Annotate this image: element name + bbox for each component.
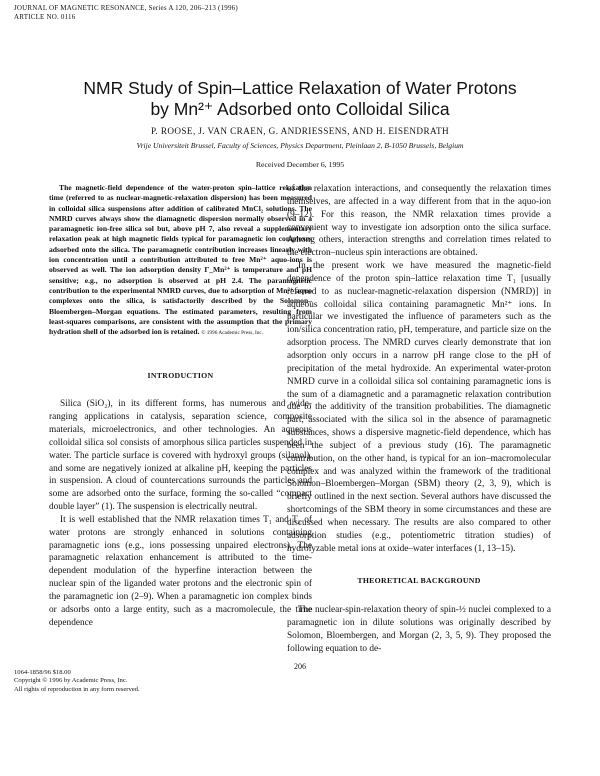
abstract-text: The magnetic-field dependence of the water-proton spin–lattice relaxation time (referred to as nuclear-magnetic-relaxation dispersion) has been measured in colloidal silica suspensions after addition of calibrated MnCl₂ solutions. The NMRD curves always show the diamagnetic dispersion normally observed in a paramagnetic ion-free silica sol but, above pH 7, also reveal a supplementary relaxation peak at high magnetic fields typical for paramagnetic ion complexes adsorbed onto the silica. The paramagnetic contribution increases linearly with ion concentration until a contribution attributed to free Mn²⁺ aquo-ions is observed as well. The ion adsorption density Γ_Mn²⁺ is temperature and pH sensitive; e.g., no adsorption is observed at pH 2.4. The paramagnetic contribution to the experimental NMRD curves, due to adsorption of Mn²⁺ aquo complexes onto the silica, is satisfactorily described by the Solomon–Bloembergen–Morgan equations. The estimated parameters, resulting from least-squares comparisons, are consistent with the assumption that the primary hydration shell of the adsorbed ion is retained. — [49, 183, 312, 337]
title-line-1: NMR Study of Spin–Lattice Relaxation of Water Protons — [83, 78, 517, 98]
right-column — [287, 183, 551, 656]
rights-statement: All rights of reproduction in any form reserved. — [14, 685, 140, 693]
abstract — [49, 183, 312, 338]
publisher-copyright: Copyright © 1996 by Academic Press, Inc. — [14, 677, 128, 685]
issn-price: 1064-1858/96 $18.00 — [14, 669, 71, 676]
right-paragraph-1: of the relaxation interactions, and consequently the relaxation times themselves, are affected in a way different from that in the aquo-ion (9–12). For this reason, the NMR relaxation times provide a convenient way to investigate ion adsorption onto the silica surface. Among others, interaction strengths and correlation times related to the electron–nucleus spin interactions are obtained. — [287, 184, 551, 259]
section-heading-introduction: INTRODUCTION — [147, 371, 214, 381]
author-affiliation: Vrije Universiteit Brussel, Faculty of Sciences, Physics Department, Pleinlaan 2, B-1050 Brussels, Belgium — [136, 141, 464, 150]
article-number: ARTICLE NO. 0116 — [14, 13, 76, 21]
copyright-footnote — [14, 669, 140, 694]
right-paragraph-2: In the present work we have measured the magnetic-field dependence of the proton spin–lattice relaxation time T₁ [usually referred to as nuclear-magnetic-relaxation dispersion (NMRD)] in aqueous colloidal silica containing paramagnetic Mn²⁺ ions. In particular we investigated the influence of parameters such as the ion/silica concentration ratio, pH, temperature, and particle size on the adsorption process. The NMRD curves clearly demonstrate that ion adsorption only occurs in a narrow pH range close to the pH of precipitation of the metal hydroxide. An experimental water-proton NMRD curve in a colloidal silica sol containing paramagnetic ions is the sum of a diamagnetic and a paramagnetic relaxation contribution due to the additivity of the transition probabilities. The diamagnetic part, associated with the silica sol in the absence of paramagnetic substances, shows a dispersive magnetic-field dependence, which has been the subject of a previous study (16). The paramagnetic contribution, on the other hand, is typical for an ion–macromolecular complex and was analyzed within the framework of the traditional Solomon–Bloembergen–Morgan (SBM) theory (2, 3, 9), which is briefly outlined in the next section. Several authors have discussed the shortcomings of the SBM theory in some circumstances and these are discussed when necessary. The results are also compared to other adsorption studies (e.g., potentiometric titration studies) of hydrolyzable metal ions at oxide–water interfaces (1, 13–15). — [287, 261, 551, 554]
theory-paragraph-1: The nuclear-spin-relaxation theory of spin-½ nuclei complexed to a paramagnetic ion in dilute solutions was originally described by Solomon, Bloembergen, and Morgan (2, 3, 5, 9). They proposed the following equation to de- — [287, 605, 551, 654]
article-title — [0, 78, 600, 120]
author-list: P. ROOSE, J. VAN CRAEN, G. ANDRIESSENS, AND H. EISENDRATH — [150, 126, 450, 136]
title-line-2: by Mn²⁺ Adsorbed onto Colloidal Silica — [150, 99, 450, 119]
left-column — [49, 183, 312, 629]
journal-header — [14, 4, 238, 22]
section-heading-theoretical-background: THEORETICAL BACKGROUND — [357, 576, 481, 586]
page-number: 206 — [294, 662, 306, 671]
intro-paragraph-2: It is well established that the NMR relaxation times T₁ and T₂ of water protons are strongly enhanced in solutions containing paramagnetic ions (e.g., ions possessing unpaired electrons). The paramagnetic relaxation enhancement is attributed to the time-dependent modulation of the hyperfine interaction between the nuclear spin of the liganded water protons and the electronic spin of the paramagnetic ion (2–9). When a paramagnetic ion complex binds or adsorbs onto a large entity, such as a macromolecule, the time dependence — [49, 514, 312, 628]
received-date: Received December 6, 1995 — [255, 160, 345, 169]
abstract-copyright: © 1996 Academic Press, Inc. — [201, 330, 264, 337]
intro-paragraph-1: Silica (SiO₂), in its different forms, has numerous and wide-ranging applications in catalysis, separation science, composite materials, microelectronics, and other technologies. An aqueous colloidal silica sol consists of amorphous silica particles suspended in water. The particle surface is covered with hydroxyl groups (silanol), and some are negatively ionized at alkaline pH, keeping the particles in suspension. A cloud of countercations surrounds the particles and some are adsorbed onto the surface, forming the so-called “compact double layer” (1). The suspension is electrically neutral. — [49, 399, 312, 513]
journal-citation: JOURNAL OF MAGNETIC RESONANCE, Series A 120, 206–213 (1996) — [14, 4, 238, 12]
